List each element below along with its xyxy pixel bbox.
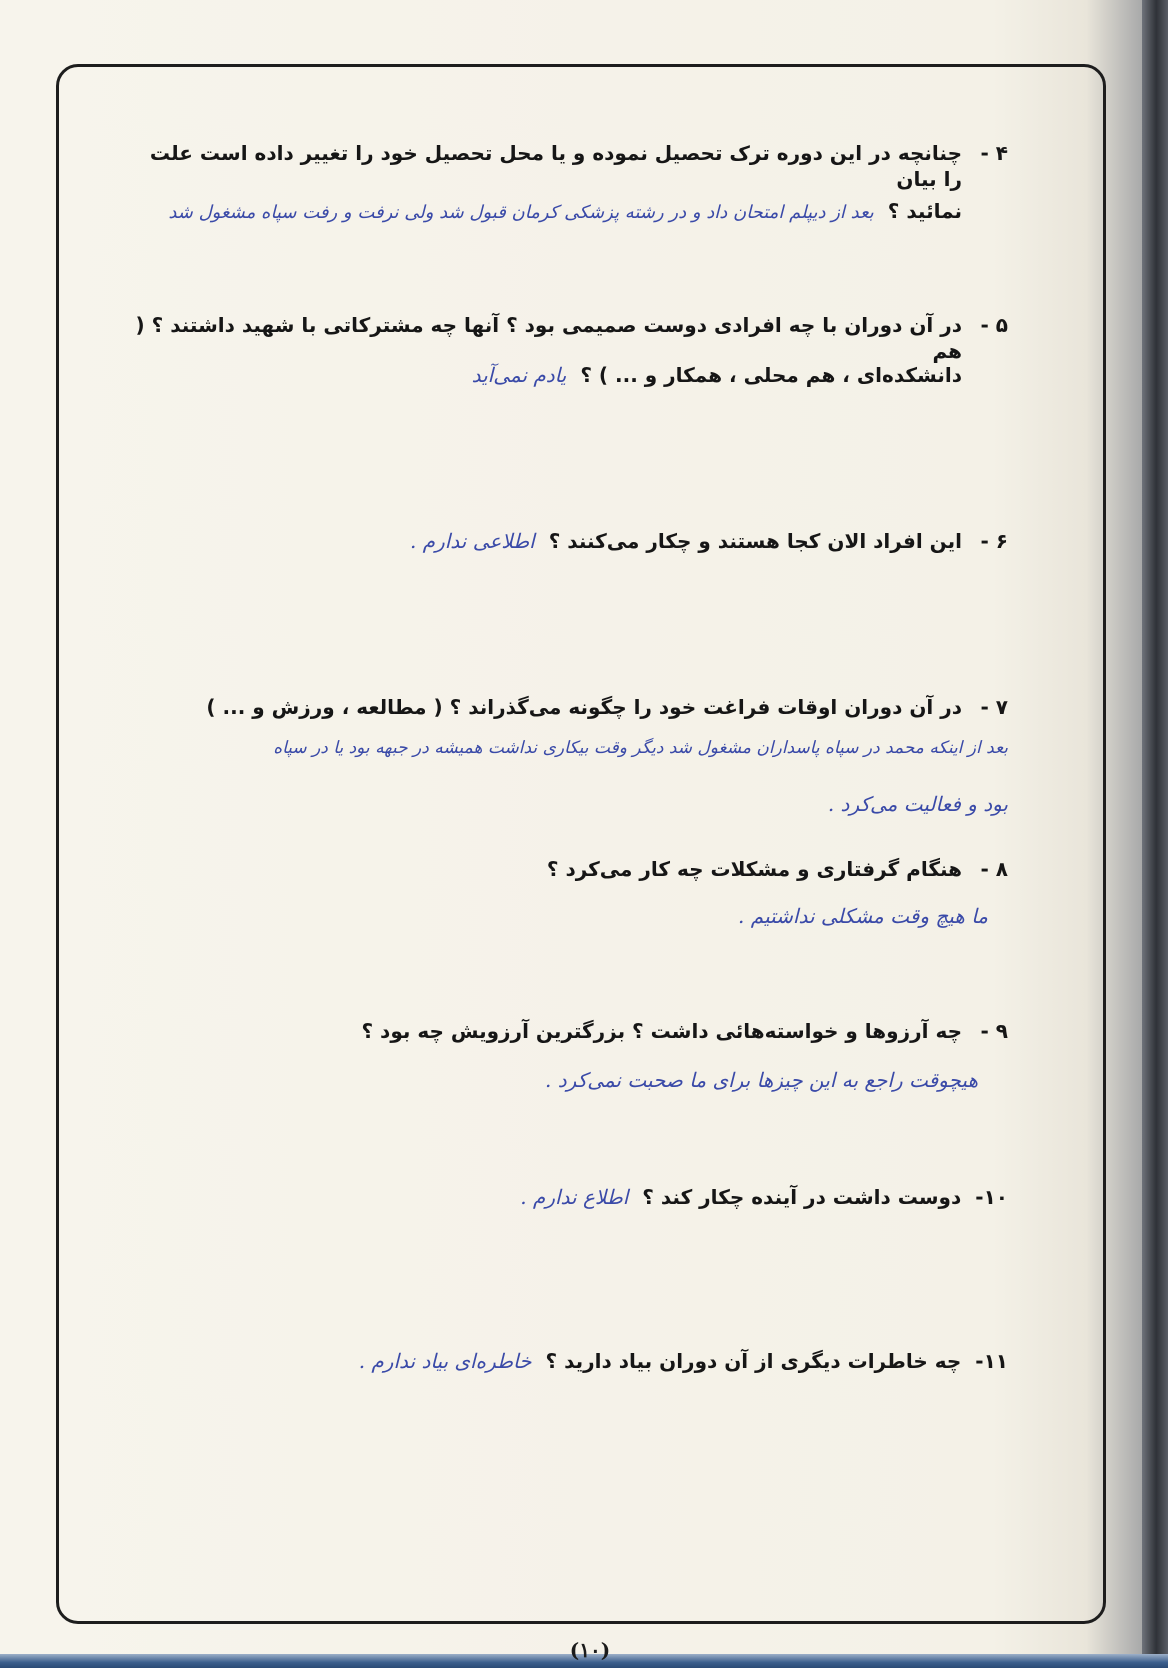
- question-number: ۶ -: [980, 529, 1008, 553]
- question-text: چه خاطرات دیگری از آن دوران بیاد دارید ؟: [545, 1349, 962, 1373]
- handwritten-answer: اطلاع ندارم .: [520, 1185, 629, 1209]
- handwritten-answer: بعد از دیپلم امتحان داد و در رشته پزشکی کرمان قبول شد ولی نرفت و رفت سپاه مشغول شد: [168, 202, 874, 223]
- question-text: چنانچه در این دوره ترک تحصیل نموده و یا محل تحصیل خود را تغییر داده است علت را بیان: [149, 141, 962, 191]
- page-number: (۱۰): [569, 1638, 611, 1662]
- handwritten-answer-line-2: بود و فعالیت می‌کرد .: [827, 792, 1008, 816]
- handwritten-answer: ما هیچ وقت مشکلی نداشتیم .: [738, 904, 988, 928]
- question-text: این افراد الان کجا هستند و چکار می‌کنند ؟: [548, 529, 962, 553]
- question-6: [128, 528, 1008, 554]
- question-10: [128, 1184, 1008, 1210]
- question-text: دوست داشت در آینده چکار کند ؟: [642, 1185, 962, 1209]
- question-number: ۱۰-: [975, 1185, 1008, 1209]
- question-7: [128, 694, 1008, 720]
- question-number: ۸ -: [980, 857, 1008, 881]
- question-text-continued: نمائید ؟: [887, 199, 962, 223]
- question-8: [128, 856, 1008, 882]
- question-4-line2: [128, 198, 1008, 224]
- handwritten-answer: هیچوقت راجع به این چیزها برای ما صحبت نمی‌کرد .: [545, 1068, 978, 1092]
- handwritten-answer: اطلاعی ندارم .: [409, 529, 535, 553]
- question-4: [128, 140, 1008, 192]
- question-number: ۷ -: [980, 695, 1008, 719]
- page-frame: [56, 64, 1106, 1624]
- question-text: هنگام گرفتاری و مشکلات چه کار می‌کرد ؟: [546, 857, 962, 881]
- question-5-line2: [128, 362, 1008, 388]
- question-number: ۹ -: [980, 1019, 1008, 1043]
- question-number: ۴ -: [980, 141, 1008, 165]
- question-9: [128, 1018, 1008, 1044]
- question-text-continued: دانشکده‌ای ، هم محلی ، همکار و ... ) ؟: [580, 363, 962, 387]
- question-text: در آن دوران اوقات فراغت خود را چگونه می‌گذراند ؟ ( مطالعه ، ورزش و ... ): [206, 695, 962, 719]
- question-number: ۵ -: [980, 313, 1008, 337]
- question-text: چه آرزوها و خواسته‌هائی داشت ؟ بزرگترین آرزویش چه بود ؟: [361, 1019, 962, 1043]
- question-5: [128, 312, 1008, 364]
- handwritten-answer: یادم نمی‌آید: [471, 363, 567, 387]
- book-spine-shadow: [1142, 0, 1168, 1668]
- question-11: [128, 1348, 1008, 1374]
- question-text: در آن دوران با چه افرادی دوست صمیمی بود ؟ آنها چه مشترکاتی با شهید داشتند ؟ ( هم: [135, 313, 962, 363]
- handwritten-answer-line-1: بعد از اینکه محمد در سپاه پاسداران مشغول شد دیگر وقت بیکاری نداشت همیشه در جبهه بود یا در سپاه: [273, 738, 1008, 758]
- question-number: ۱۱-: [975, 1349, 1008, 1373]
- handwritten-answer: خاطره‌ای بیاد ندارم .: [358, 1349, 532, 1373]
